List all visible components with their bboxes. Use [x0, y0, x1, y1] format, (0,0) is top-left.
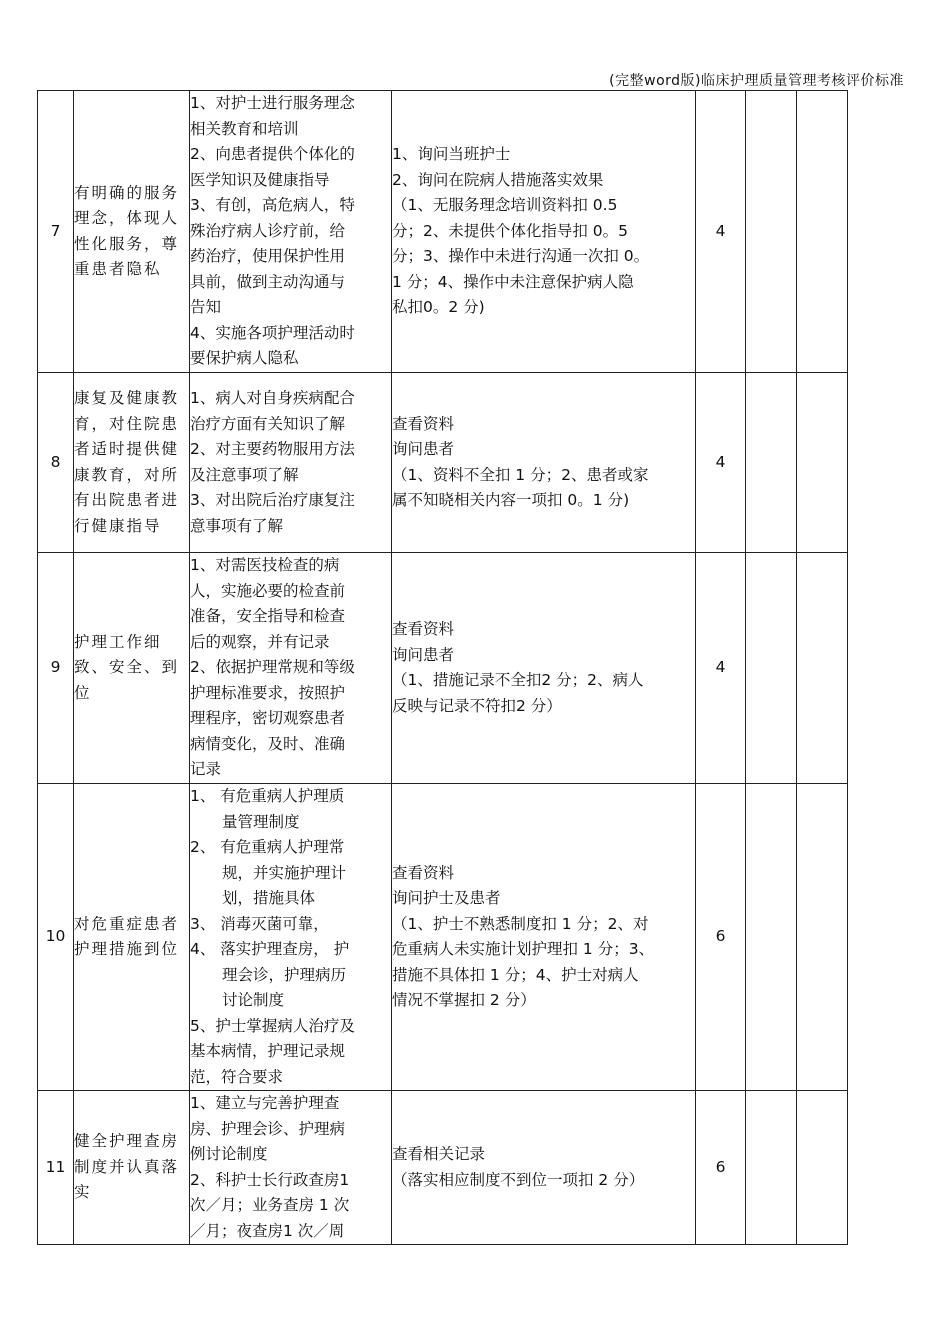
standard-line: 治疗方面有关知识了解 [190, 414, 346, 433]
standard-line: 医学知识及健康指导 [190, 170, 330, 189]
method-cell [392, 91, 696, 373]
standard-line: 后的观察，并有记录 [190, 632, 330, 651]
table-row [38, 784, 848, 1091]
method-cell [392, 1091, 696, 1245]
blank-cell [797, 784, 848, 1091]
standard-line: 要保护病人隐私 [190, 349, 299, 368]
standard-line: 准备，安全指导和检查 [190, 607, 346, 626]
method-line: （1、措施记录不全扣2 分；2、病人 [392, 671, 644, 689]
standard-line: 量管理制度 [222, 812, 300, 831]
standard-cell [190, 784, 392, 1091]
standard-line: 意事项有了解 [190, 516, 284, 535]
method-line: 反映与记录不符扣2 分） [392, 696, 562, 715]
blank-cell [746, 1091, 797, 1245]
standard-line: 5、护士掌握病人治疗及 [190, 1016, 355, 1035]
blank-cell [746, 373, 797, 553]
criteria-table [37, 90, 848, 1245]
standard-line: 4、 落实护理查房， 护 [190, 940, 350, 958]
standard-line: 房、护理会诊、护理病 [190, 1119, 346, 1138]
method-line: 询问患者 [392, 440, 455, 458]
standard-line: 2、依据护理常规和等级 [190, 658, 355, 677]
method-line: 措施不具体扣 1 分；4、护士对病人 [392, 965, 639, 984]
row-number: 8 [38, 373, 74, 553]
standard-line: 2、 有危重病人护理常 [190, 838, 345, 856]
method-line: （1、资料不全扣 1 分；2、患者或家 [392, 465, 649, 484]
method-line: 2、询问在院病人措施落实效果 [392, 170, 604, 189]
standard-cell [190, 91, 392, 373]
score-cell: 4 [696, 91, 746, 373]
standard-line: 范，符合要求 [190, 1067, 284, 1086]
standard-line: 药治疗，使用保护性用 [190, 247, 346, 266]
standard-line: 划，措施具体 [222, 889, 316, 907]
method-line: （1、护士不熟悉制度扣 1 分；2、对 [392, 914, 649, 933]
score-cell: 4 [696, 553, 746, 784]
standard-line: 3、对出院后治疗康复注 [190, 491, 355, 509]
standard-line: 1、病人对自身疾病配合 [190, 389, 355, 407]
method-cell [392, 784, 696, 1091]
method-line: （1、无服务理念培训资料扣 0.5 [392, 196, 618, 215]
standard-line: 记录 [190, 760, 222, 779]
method-line: 询问患者 [392, 645, 455, 664]
row-number: 7 [38, 91, 74, 373]
blank-cell [746, 784, 797, 1091]
standard-line: 护理标准要求，按照护 [190, 683, 346, 702]
standard-cell [190, 553, 392, 784]
method-line: 询问护士及患者 [392, 889, 501, 907]
assessment-item: 有明确的服务理念，体现人性化服务，尊重患者隐私 [74, 91, 190, 373]
standard-line: 理会诊，护理病历 [222, 965, 347, 984]
method-cell [392, 553, 696, 784]
method-line: 属不知晓相关内容一项扣 0。1 分) [392, 491, 630, 509]
standard-line: 具前，做到主动沟通与 [190, 272, 346, 291]
blank-cell [746, 91, 797, 373]
assessment-item: 对危重症患者护理措施到位 [74, 784, 190, 1091]
method-cell [392, 373, 696, 553]
table-row [38, 1091, 848, 1245]
standard-line: 规，并实施护理计 [222, 863, 347, 882]
score-cell: 6 [696, 1091, 746, 1245]
standard-line: ／月；夜查房1 次／周 [190, 1221, 345, 1240]
standard-line: 4、实施各项护理活动时 [190, 323, 355, 342]
score-cell: 4 [696, 373, 746, 553]
standard-line: 1、建立与完善护理查 [190, 1094, 340, 1112]
standard-line: 1、对护士进行服务理念 [190, 94, 355, 113]
standard-line: 告知 [190, 298, 222, 317]
standard-line: 讨论制度 [222, 991, 285, 1009]
standard-line: 1、 有危重病人护理质 [190, 787, 345, 805]
standard-line: 3、 消毒灭菌可靠， [190, 914, 329, 933]
method-line: 查看资料 [392, 414, 455, 433]
standard-cell [190, 373, 392, 553]
blank-cell [797, 373, 848, 553]
standard-line: 2、向患者提供个体化的 [190, 145, 355, 164]
assessment-item: 康复及健康教育，对住院患者适时提供健康教育，对所有出院患者进行健康指导 [74, 373, 190, 553]
table-row [38, 553, 848, 784]
page-header: (完整word版)临床护理质量管理考核评价标准 [609, 73, 904, 89]
blank-cell [746, 553, 797, 784]
blank-cell [797, 553, 848, 784]
method-line: 1 分；4、操作中未注意保护病人隐 [392, 272, 634, 291]
standard-line: 病情变化，及时、准确 [190, 734, 346, 753]
method-line: 危重病人未实施计划护理扣 1 分；3、 [392, 940, 655, 958]
standard-line: 1、对需医技检查的病 [190, 556, 340, 575]
row-number: 11 [38, 1091, 74, 1245]
blank-cell [797, 1091, 848, 1245]
assessment-item: 健全护理查房制度并认真落实 [74, 1091, 190, 1245]
method-line: 情况不掌握扣 2 分） [392, 991, 536, 1009]
method-line: 分；2、未提供个体化指导扣 0。5 [392, 221, 629, 240]
standard-line: 例讨论制度 [190, 1145, 268, 1163]
method-line: （落实相应制度不到位一项扣 2 分） [392, 1170, 645, 1189]
standard-line: 理程序，密切观察患者 [190, 709, 346, 728]
standard-line: 3、有创，高危病人，特 [190, 196, 355, 215]
standard-line: 相关教育和培训 [190, 119, 299, 138]
blank-cell [797, 91, 848, 373]
standard-line: 2、科护士长行政查房1 [190, 1170, 350, 1189]
standard-line: 殊治疗病人诊疗前，给 [190, 221, 346, 240]
table-row [38, 373, 848, 553]
standard-cell [190, 1091, 392, 1245]
method-line: 分；3、操作中未进行沟通一次扣 0。 [392, 247, 650, 266]
row-number: 10 [38, 784, 74, 1091]
method-line: 查看资料 [392, 863, 455, 882]
standard-line: 人，实施必要的检查前 [190, 581, 346, 600]
standard-line: 2、对主要药物服用方法 [190, 440, 355, 458]
method-line: 1、询问当班护士 [392, 145, 511, 164]
score-cell: 6 [696, 784, 746, 1091]
row-number: 9 [38, 553, 74, 784]
method-line: 查看资料 [392, 620, 455, 638]
standard-line: 次／月；业务查房 1 次 [190, 1196, 350, 1214]
assessment-item: 护理工作细致、安全、到位 [74, 553, 190, 784]
method-line: 查看相关记录 [392, 1145, 486, 1163]
table-row [38, 91, 848, 373]
standard-line: 及注意事项了解 [190, 465, 299, 484]
standard-line: 基本病情，护理记录规 [190, 1042, 346, 1060]
method-line: 私扣0。2 分) [392, 298, 485, 317]
